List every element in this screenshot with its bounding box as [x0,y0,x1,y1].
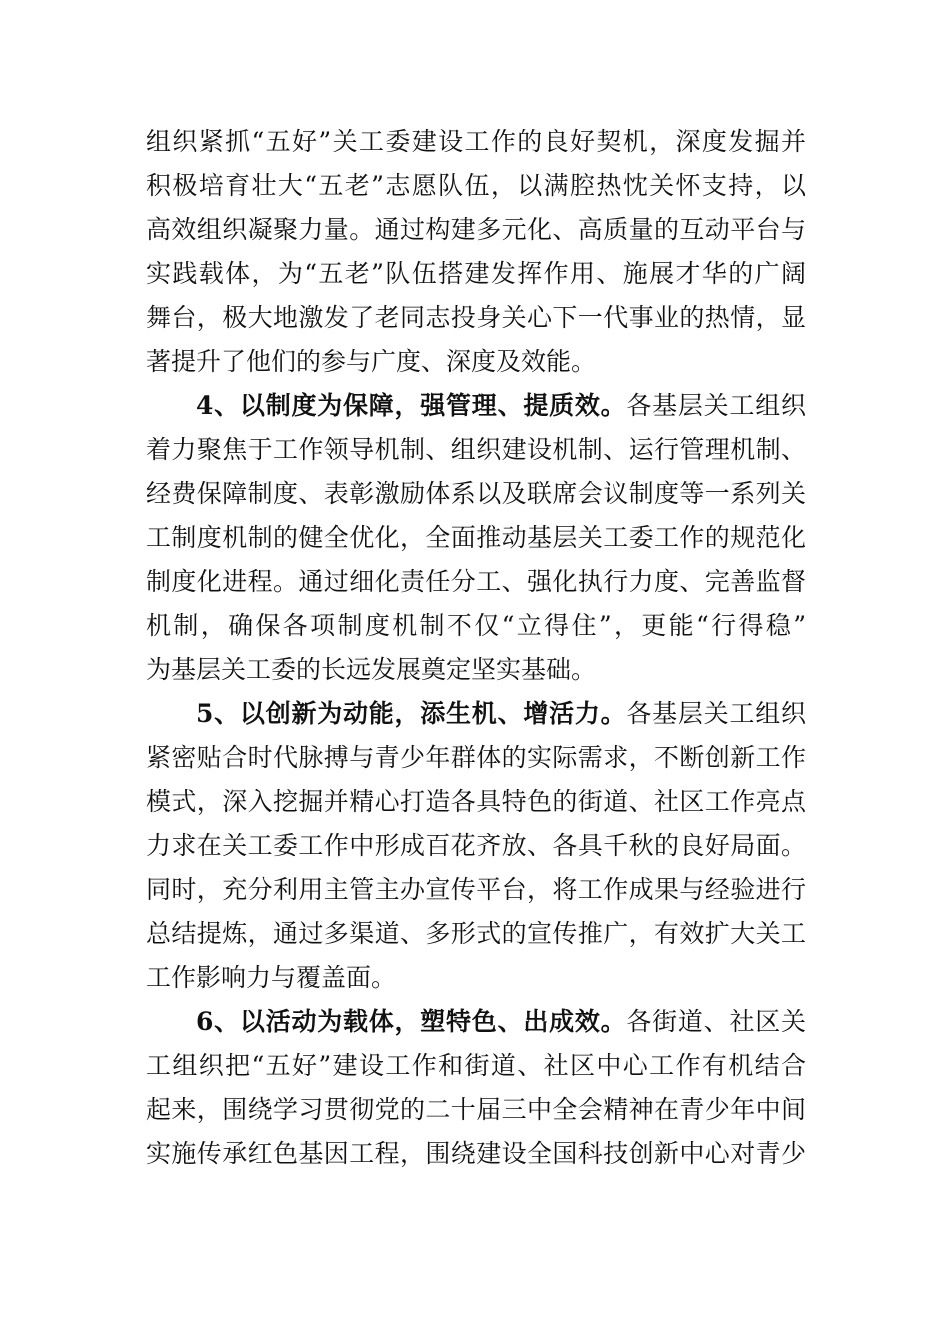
text-run: 各街道、社区关 [626,1007,806,1036]
text-line: 经费保障制度、表彰激励体系以及联席会议制度等一系列关 [146,479,806,508]
text-line: 紧密贴合时代脉搏与青少年群体的实际需求，不断创新工作 [146,743,806,772]
section-heading: 5、以创新为动能，添生机、增活力。 [196,699,627,728]
text-line: 机制，确保各项制度机制不仅“立得住”，更能“行得稳” [146,611,807,640]
paragraph-first-line [196,386,806,426]
text-line: 为基层关工委的长远发展奠定坚实基础。 [146,655,597,684]
section-heading: 4、以制度为保障，强管理、提质效。 [196,391,627,420]
text-run: 各基层关工组织 [626,699,806,728]
text-line: 工制度机制的健全优化，全面推动基层关工委工作的规范化 [146,523,806,552]
text-line: 起来，围绕学习贯彻党的二十届三中全会精神在青少年中间 [146,1095,806,1124]
text-line: 组织紧抓“五好”关工委建设工作的良好契机，深度发掘并 [146,127,806,156]
paragraph-first-line [196,1002,806,1042]
text-line: 模式，深入挖掘并精心打造各具特色的街道、社区工作亮点 [146,787,806,816]
text-line: 力求在关工委工作中形成百花齐放、各具千秋的良好局面。 [146,831,806,860]
paragraph-first-line [196,694,806,734]
text-line: 着力聚焦于工作领导机制、组织建设机制、运行管理机制、 [146,435,806,464]
text-line: 舞台，极大地激发了老同志投身关心下一代事业的热情，显 [146,303,806,332]
text-line: 同时，充分利用主管主办宣传平台，将工作成果与经验进行 [146,875,806,904]
text-line: 实践载体，为“五老”队伍搭建发挥作用、施展才华的广阔 [146,259,806,288]
section-heading: 6、以活动为载体，塑特色、出成效。 [196,1007,627,1036]
text-line: 积极培育壮大“五老”志愿队伍，以满腔热忱关怀支持，以 [146,171,806,200]
text-line: 制度化进程。通过细化责任分工、强化执行力度、完善监督 [146,567,806,596]
text-run: 各基层关工组织 [626,391,806,420]
text-line: 工组织把“五好”建设工作和街道、社区中心工作有机结合 [146,1051,806,1080]
text-line: 高效组织凝聚力量。通过构建多元化、高质量的互动平台与 [146,215,806,244]
text-line: 著提升了他们的参与广度、深度及效能。 [146,347,597,376]
text-line: 实施传承红色基因工程，围绕建设全国科技创新中心对青少 [146,1139,806,1168]
text-line: 工作影响力与覆盖面。 [146,963,397,992]
text-line: 总结提炼，通过多渠道、多形式的宣传推广，有效扩大关工 [146,919,806,948]
